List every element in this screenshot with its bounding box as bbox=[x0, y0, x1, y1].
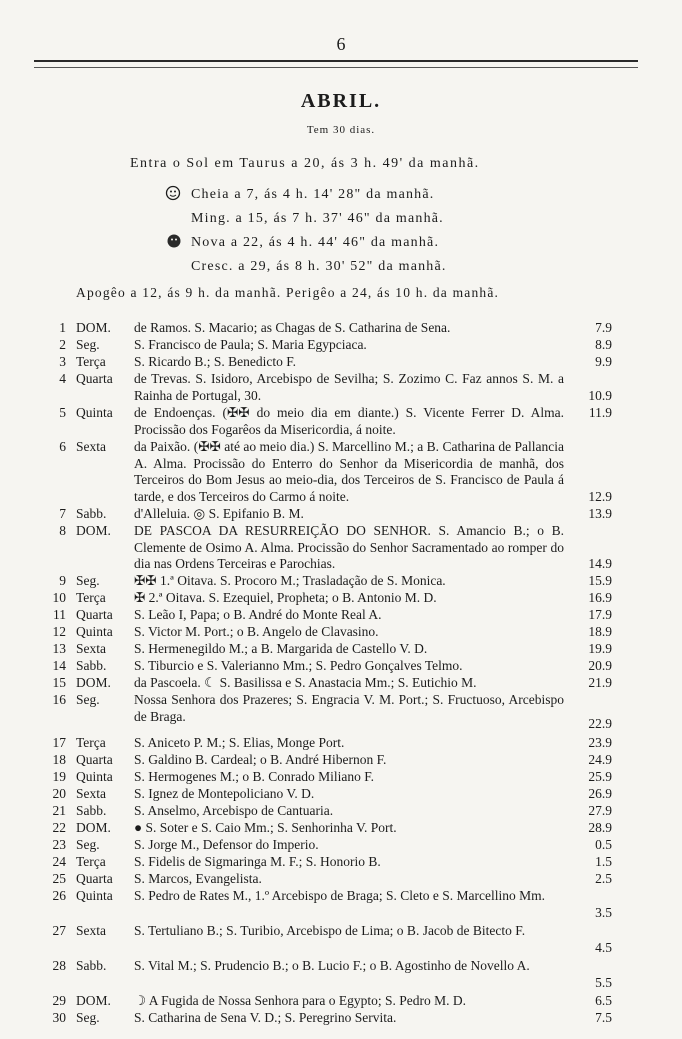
feast-text: S. Hermogenes M.; o B. Conrado Miliano F. bbox=[134, 769, 375, 784]
moon-phase-waning bbox=[165, 209, 444, 227]
epact: 0.5 bbox=[595, 837, 612, 852]
epact: 14.9 bbox=[588, 556, 612, 571]
feast-text: S. Jorge M., Defensor do Imperio. bbox=[134, 837, 319, 852]
epact: 16.9 bbox=[588, 590, 612, 605]
weekday: Seg. bbox=[76, 692, 100, 707]
day-number: 15 bbox=[52, 675, 66, 690]
epact: 24.9 bbox=[588, 752, 612, 767]
day-number: 25 bbox=[52, 871, 66, 886]
weekday: Quinta bbox=[76, 769, 113, 784]
weekday: Seg. bbox=[76, 1010, 100, 1025]
feast-text: de Trevas. S. Isidoro, Arcebispo de Sevilha; S. Zozimo C. Faz annos S. M. a Rainha de Portugal, 30. bbox=[134, 371, 564, 403]
weekday: Sabb. bbox=[76, 506, 107, 521]
feast-text: S. Fidelis de Sigmaringa M. F.; S. Honorio B. bbox=[134, 854, 381, 869]
weekday: Sexta bbox=[76, 439, 106, 454]
day-number: 22 bbox=[52, 820, 66, 835]
weekday: Sexta bbox=[76, 923, 106, 938]
weekday: Quinta bbox=[76, 888, 113, 903]
apogee-perigee-line: Apogêo a 12, ás 9 h. da manhã. Perigêo a 24, ás 10 h. da manhã. bbox=[76, 285, 500, 300]
day-number: 21 bbox=[52, 803, 66, 818]
weekday: Sexta bbox=[76, 641, 106, 656]
weekday: Quinta bbox=[76, 405, 113, 420]
feast-text: S. Pedro de Rates M., 1.º Arcebispo de Braga; S. Cleto e S. Marcellino Mm. bbox=[134, 888, 546, 903]
epact: 7.9 bbox=[595, 320, 612, 335]
weekday: Seg. bbox=[76, 837, 100, 852]
weekday: Quarta bbox=[76, 371, 113, 386]
epact: 19.9 bbox=[588, 641, 612, 656]
feast-text: S. Victor M. Port.; o B. Angelo de Clavasino. bbox=[134, 624, 379, 639]
feast-text: ● S. Soter e S. Caio Mm.; S. Senhorinha V. Port. bbox=[134, 820, 397, 835]
epact: 18.9 bbox=[588, 624, 612, 639]
month-title: ABRIL. bbox=[300, 90, 382, 112]
feast-text: S. Hermenegildo M.; a B. Margarida de Castello V. D. bbox=[134, 641, 428, 656]
moon-phase-full bbox=[165, 185, 435, 203]
day-number: 4 bbox=[59, 371, 66, 386]
epact: 28.9 bbox=[588, 820, 612, 835]
feast-text: S. Catharina de Sena V. D.; S. Peregrino Servita. bbox=[134, 1010, 397, 1025]
day-number: 17 bbox=[52, 735, 66, 750]
header-rule bbox=[34, 60, 638, 68]
moon-phase-waxing bbox=[165, 257, 447, 275]
epact: 11.9 bbox=[588, 405, 612, 420]
epact: 22.9 bbox=[588, 716, 612, 731]
epact: 6.5 bbox=[595, 993, 612, 1008]
day-number: 1 bbox=[59, 320, 66, 335]
weekday: Terça bbox=[76, 735, 106, 750]
epact: 20.9 bbox=[588, 658, 612, 673]
days-note: Tem 30 dias. bbox=[306, 124, 376, 136]
weekday: Sexta bbox=[76, 786, 106, 801]
day-number: 14 bbox=[52, 658, 66, 673]
feast-text: S. Tiburcio e S. Valerianno Mm.; S. Pedro Gonçalves Telmo. bbox=[134, 658, 463, 673]
epact: 10.9 bbox=[588, 388, 612, 403]
weekday: DOM. bbox=[76, 820, 111, 835]
day-number: 19 bbox=[52, 769, 66, 784]
day-number: 3 bbox=[59, 354, 66, 369]
day-number: 29 bbox=[52, 993, 66, 1008]
day-number: 27 bbox=[52, 923, 66, 938]
sun-entry-line: Entra o Sol em Taurus a 20, ás 3 h. 49' da manhã. bbox=[130, 156, 480, 171]
waning-moon-icon bbox=[165, 209, 185, 225]
day-number: 2 bbox=[59, 337, 66, 352]
feast-text: d'Alleluia. ◎ S. Epifanio B. M. bbox=[134, 506, 304, 521]
day-number: 26 bbox=[52, 888, 66, 903]
page-number: 6 bbox=[336, 34, 346, 54]
epact: 27.9 bbox=[588, 803, 612, 818]
epact: 3.5 bbox=[595, 905, 612, 920]
epact: 15.9 bbox=[588, 573, 612, 588]
weekday: DOM. bbox=[76, 320, 111, 335]
weekday: DOM. bbox=[76, 523, 111, 538]
feast-text: Nossa Senhora dos Prazeres; S. Engracia V. M. Port.; S. Fructuoso, Arcebispo de Braga. bbox=[134, 692, 564, 724]
epact: 25.9 bbox=[588, 769, 612, 784]
weekday: Sabb. bbox=[76, 958, 107, 973]
weekday: Quarta bbox=[76, 752, 113, 767]
waxing-moon-icon bbox=[165, 257, 185, 273]
weekday: Terça bbox=[76, 354, 106, 369]
weekday: DOM. bbox=[76, 993, 111, 1008]
moon-phase-text: Cheia a 7, ás 4 h. 14' 28" da manhã. bbox=[191, 187, 435, 202]
day-number: 13 bbox=[52, 641, 66, 656]
weekday: Sabb. bbox=[76, 658, 107, 673]
day-number: 6 bbox=[59, 439, 66, 454]
day-number: 28 bbox=[52, 958, 66, 973]
weekday: Seg. bbox=[76, 573, 100, 588]
epact: 12.9 bbox=[588, 489, 612, 504]
feast-text: S. Galdino B. Cardeal; o B. André Hibernon F. bbox=[134, 752, 387, 767]
day-number: 30 bbox=[52, 1010, 66, 1025]
feast-text: de Ramos. S. Macario; as Chagas de S. Catharina de Sena. bbox=[134, 320, 451, 335]
epact: 21.9 bbox=[588, 675, 612, 690]
feast-text: DE PASCOA DA RESURREIÇÃO DO SENHOR. S. Amancio B.; o B. Clemente de Osimo A. Alma. Procissão do Senhor Sacramentado ao romper do dia nas Ordens Terceiras e Parochias. bbox=[134, 523, 564, 572]
epact: 7.5 bbox=[595, 1010, 612, 1025]
epact: 26.9 bbox=[588, 786, 612, 801]
feast-text: S. Tertuliano B.; S. Turibio, Arcebispo de Lima; o B. Jacob de Bitecto F. bbox=[134, 923, 526, 938]
day-number: 23 bbox=[52, 837, 66, 852]
day-number: 24 bbox=[52, 854, 66, 869]
new-moon-icon bbox=[165, 233, 185, 249]
weekday: Quarta bbox=[76, 607, 113, 622]
weekday: Sabb. bbox=[76, 803, 107, 818]
moon-phase-text: Cresc. a 29, ás 8 h. 30' 52" da manhã. bbox=[191, 259, 447, 274]
full-moon-icon bbox=[165, 185, 185, 201]
feast-text: da Pascoela. ☾ S. Basilissa e S. Anastacia Mm.; S. Eutichio M. bbox=[134, 675, 477, 690]
moon-phase-text: Ming. a 15, ás 7 h. 37' 46" da manhã. bbox=[191, 211, 444, 226]
feast-text: de Endoenças. (✠✠ do meio dia em diante.) S. Vicente Ferrer D. Alma. Procissão dos Fogarêos da Misericordia, á noite. bbox=[134, 405, 564, 437]
epact: 1.5 bbox=[595, 854, 612, 869]
epact: 4.5 bbox=[595, 940, 612, 955]
weekday: Quarta bbox=[76, 871, 113, 886]
day-number: 18 bbox=[52, 752, 66, 767]
feast-text: S. Ricardo B.; S. Benedicto F. bbox=[134, 354, 297, 369]
day-number: 16 bbox=[52, 692, 66, 707]
day-number: 9 bbox=[59, 573, 66, 588]
feast-text: da Paixão. (✠✠ até ao meio dia.) S. Marcellino M.; a B. Catharina de Pallancia A. Alma. Procissão do Enterro do Senhor da Misericordia de manhã, dos Terceiros do Bom Jesus ao meio-dia, dos Terceiros de S. Francisco de Paula á tarde, e dos Terceiros do Carmo á noite. bbox=[134, 439, 564, 505]
day-number: 7 bbox=[59, 506, 66, 521]
feast-text: ✠✠ 1.ª Oitava. S. Procoro M.; Trasladação de S. Monica. bbox=[134, 573, 446, 588]
day-number: 20 bbox=[52, 786, 66, 801]
day-number: 11 bbox=[53, 607, 66, 622]
epact: 2.5 bbox=[595, 871, 612, 886]
epact: 13.9 bbox=[588, 506, 612, 521]
feast-text: S. Marcos, Evangelista. bbox=[134, 871, 262, 886]
moon-phase-new bbox=[165, 233, 439, 251]
day-number: 12 bbox=[52, 624, 66, 639]
day-number: 10 bbox=[52, 590, 66, 605]
weekday: Seg. bbox=[76, 337, 100, 352]
epact: 8.9 bbox=[595, 337, 612, 352]
feast-text: S. Anselmo, Arcebispo de Cantuaria. bbox=[134, 803, 334, 818]
weekday: Quinta bbox=[76, 624, 113, 639]
feast-text: ✠ 2.ª Oitava. S. Ezequiel, Propheta; o B. Antonio M. D. bbox=[134, 590, 437, 605]
day-number: 5 bbox=[59, 405, 66, 420]
feast-text: ☽ A Fugida de Nossa Senhora para o Egypto; S. Pedro M. D. bbox=[134, 993, 466, 1008]
epact: 5.5 bbox=[595, 975, 612, 990]
feast-text: S. Vital M.; S. Prudencio B.; o B. Lucio F.; o B. Agostinho de Novello A. bbox=[134, 958, 530, 973]
epact: 9.9 bbox=[595, 354, 612, 369]
weekday: DOM. bbox=[76, 675, 111, 690]
feast-text: S. Leão I, Papa; o B. André do Monte Real A. bbox=[134, 607, 382, 622]
epact: 23.9 bbox=[588, 735, 612, 750]
epact: 17.9 bbox=[588, 607, 612, 622]
feast-text: S. Ignez de Montepoliciano V. D. bbox=[134, 786, 315, 801]
feast-text: S. Francisco de Paula; S. Maria Egypciaca. bbox=[134, 337, 367, 352]
moon-phase-text: Nova a 22, ás 4 h. 44' 46" da manhã. bbox=[191, 235, 440, 250]
day-number: 8 bbox=[59, 523, 66, 538]
feast-text: S. Aniceto P. M.; S. Elias, Monge Port. bbox=[134, 735, 345, 750]
weekday: Terça bbox=[76, 854, 106, 869]
weekday: Terça bbox=[76, 590, 106, 605]
